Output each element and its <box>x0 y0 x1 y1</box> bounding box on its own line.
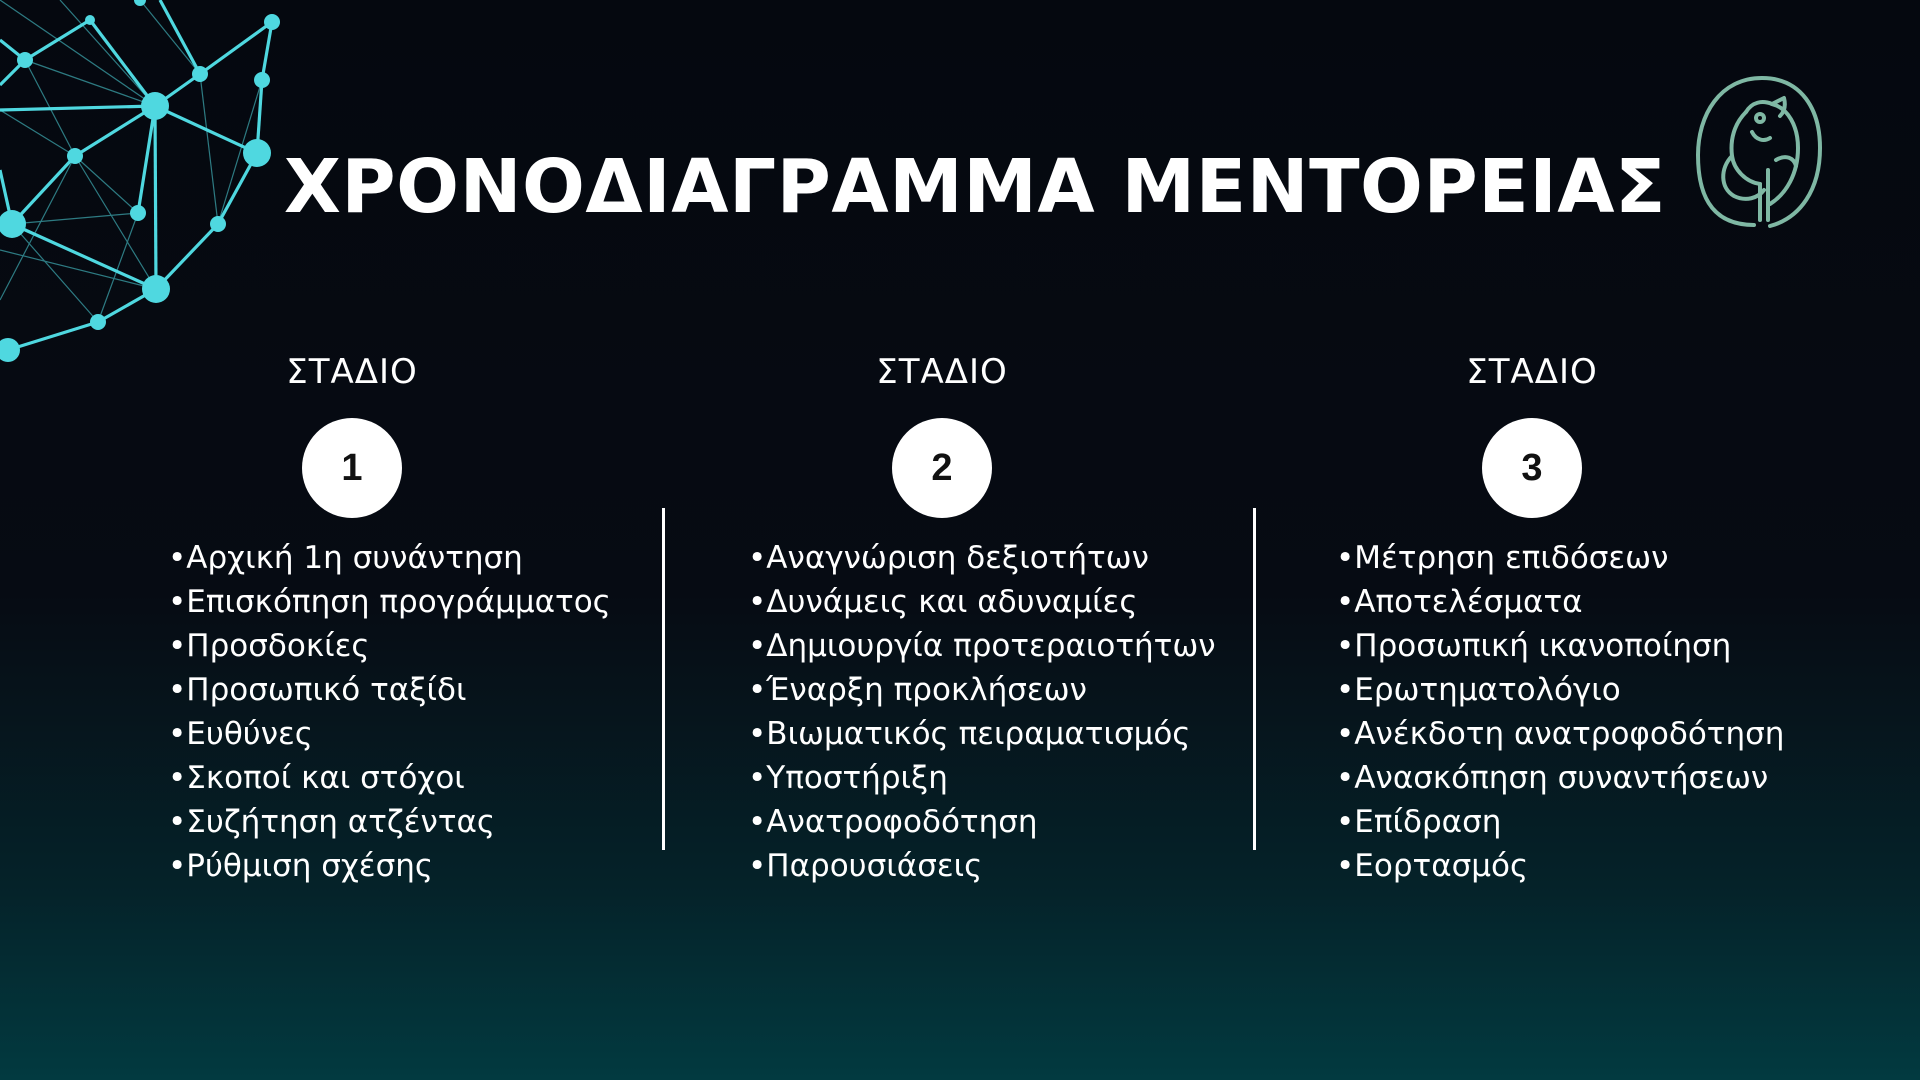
list-item: • Μέτρηση επιδόσεων <box>1336 536 1784 580</box>
list-item: • Εορτασμός <box>1336 844 1784 888</box>
stage-number-badge: 1 <box>302 418 402 518</box>
owl-logo-icon <box>1690 70 1830 240</box>
list-item: • Αποτελέσματα <box>1336 580 1784 624</box>
list-item: • Ανατροφοδότηση <box>748 800 1216 844</box>
list-item: • Δυνάμεις και αδυναμίες <box>748 580 1216 624</box>
list-item: • Βιωματικός πειραματισμός <box>748 712 1216 756</box>
stage-items-list <box>748 536 1216 888</box>
list-item: • Παρουσιάσεις <box>748 844 1216 888</box>
column-divider <box>1253 508 1256 850</box>
list-item: • Επισκόπηση προγράμματος <box>168 580 611 624</box>
stage-items-list <box>1336 536 1784 888</box>
list-item: • Ρύθμιση σχέσης <box>168 844 611 888</box>
stage-3 <box>1282 352 1785 884</box>
list-item: • Σκοποί και στόχοι <box>168 756 611 800</box>
list-item: • Έναρξη προκλήσεων <box>748 668 1216 712</box>
list-item: • Ανασκόπηση συναντήσεων <box>1336 756 1784 800</box>
list-item: • Προσδοκίες <box>168 624 611 668</box>
stage-2 <box>692 352 1216 884</box>
stage-number-badge: 3 <box>1482 418 1582 518</box>
list-item: • Προσωπική ικανοποίηση <box>1336 624 1784 668</box>
column-divider <box>662 508 665 850</box>
stage-label: ΣΤΑΔΙΟ <box>286 352 418 392</box>
page-title: ΧΡΟΝΟΔΙΑΓΡΑΜΜΑ ΜΕΝΤΟΡΕΙΑΣ <box>283 144 1667 230</box>
list-item: • Αρχική 1η συνάντηση <box>168 536 611 580</box>
stage-1 <box>102 352 611 884</box>
stage-label: ΣΤΑΔΙΟ <box>1466 352 1598 392</box>
stage-items-list <box>168 536 611 888</box>
list-item: • Επίδραση <box>1336 800 1784 844</box>
list-item: • Υποστήριξη <box>748 756 1216 800</box>
list-item: • Ερωτηματολόγιο <box>1336 668 1784 712</box>
list-item: • Δημιουργία προτεραιοτήτων <box>748 624 1216 668</box>
list-item: • Ευθύνες <box>168 712 611 756</box>
list-item: • Συζήτηση ατζέντας <box>168 800 611 844</box>
list-item: • Προσωπικό ταξίδι <box>168 668 611 712</box>
stage-number-badge: 2 <box>892 418 992 518</box>
list-item: • Ανέκδοτη ανατροφοδότηση <box>1336 712 1784 756</box>
list-item: • Αναγνώριση δεξιοτήτων <box>748 536 1216 580</box>
stage-label: ΣΤΑΔΙΟ <box>876 352 1008 392</box>
